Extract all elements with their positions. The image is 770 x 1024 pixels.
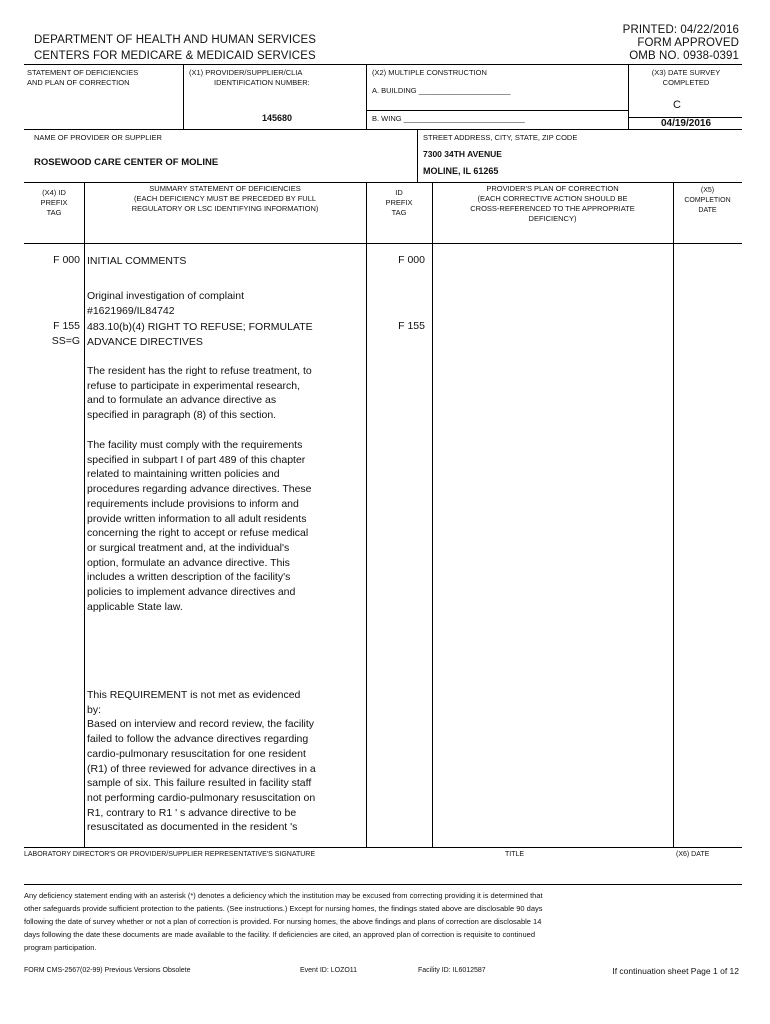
tag-f155-left: F 155 [53, 320, 80, 332]
page-indicator: If continuation sheet Page 1 of 12 [612, 966, 739, 976]
address-line-1: 7300 34TH AVENUE [423, 149, 502, 159]
id-header: ID PREFIX TAG [385, 188, 413, 217]
address-label: STREET ADDRESS, CITY, STATE, ZIP CODE [423, 133, 578, 142]
x4-header: (X4) ID PREFIX TAG [40, 188, 68, 217]
x2-label: (X2) MULTIPLE CONSTRUCTION [372, 68, 487, 77]
event-id: Event ID: LOZO11 [300, 967, 358, 974]
provider-id: 145680 [262, 113, 293, 123]
plan-header: PROVIDER'S PLAN OF CORRECTION (EACH CORRECTIVE ACTION SHOULD BE CROSS-REFERENCED TO THE APPROPRIATE DEFICIENCY) [470, 184, 635, 223]
summary-header: SUMMARY STATEMENT OF DEFICIENCIES (EACH DEFICIENCY MUST BE PRECEDED BY FULL REGULATORY OR LSC IDENTIFYING INFORMATION) [131, 184, 319, 213]
building-field: A. BUILDING ______________________ [372, 86, 511, 95]
tag-f155-right: F 155 [398, 320, 425, 332]
form-approved: FORM APPROVED [637, 37, 739, 49]
address-line-2: MOLINE, IL 61265 [423, 166, 499, 176]
omb-number: OMB NO. 0938-0391 [629, 50, 739, 62]
x3-label: (X3) DATE SURVEY COMPLETED [651, 68, 721, 87]
paragraph-requirements: The facility must comply with the requirements specified in subpart I of part 489 of this chapter related to maintaining written policies and procedures regarding advance directives. These requirements include provisions to inform and provide written information to all adult residents concerning the right to accept or refuse medical or surgical treatment and, at the individual's option, formulate an advance directive. This includes a written description of the facility's policies to implement advance directives and applicable State law. [87, 439, 312, 613]
provider-label: NAME OF PROVIDER OR SUPPLIER [34, 133, 162, 142]
signature-label: LABORATORY DIRECTOR'S OR PROVIDER/SUPPLIER REPRESENTATIVE'S SIGNATURE [24, 851, 316, 858]
centers-title: CENTERS FOR MEDICARE & MEDICAID SERVICES [34, 50, 316, 62]
paragraph-right-to-refuse: The resident has the right to refuse treatment, to refuse to participate in experimental research, and to formulate an advance directive as specified in paragraph (8) of this section. [87, 365, 312, 422]
survey-code: C [673, 99, 681, 111]
x1-label: (X1) PROVIDER/SUPPLIER/CLIA IDENTIFICATION NUMBER: [189, 68, 310, 87]
printed-date: PRINTED: 04/22/2016 [622, 24, 739, 36]
statement-label: STATEMENT OF DEFICIENCIES AND PLAN OF CORRECTION [27, 68, 139, 87]
original-investigation: Original investigation of complaint #1621969/IL84742 [87, 290, 244, 317]
facility-id: Facility ID: IL6012587 [418, 967, 486, 974]
f155-heading: 483.10(b)(4) RIGHT TO REFUSE; FORMULATE ADVANCE DIRECTIVES [87, 321, 313, 348]
paragraph-findings: This REQUIREMENT is not met as evidenced by: Based on interview and record review, the facility failed to follow the advance directives regarding cardio-pulmonary resuscitation for one resident (R1) of three reviewed for advance directives in a sample of six. This failure resulted in facility staff not performing cardio-pulmonary resuscitation on R1, contrary to R1 ' s advance directive to be resuscitated as documented in the resident 's [87, 689, 316, 834]
tag-f000-left: F 000 [53, 254, 80, 266]
date-label: (X6) DATE [676, 851, 710, 858]
initial-comments: INITIAL COMMENTS [87, 255, 187, 267]
tag-f000-right: F 000 [398, 254, 425, 266]
title-label: TITLE [505, 851, 525, 858]
x5-header: (X5) COMPLETION DATE [684, 187, 731, 214]
wing-field: B. WING _____________________________ [372, 114, 525, 123]
form-number: FORM CMS-2567(02-99) Previous Versions Obsolete [24, 967, 191, 974]
survey-date: 04/19/2016 [660, 118, 712, 129]
disclaimer-text: Any deficiency statement ending with an asterisk (*) denotes a deficiency which the institution may be excused from correcting providing it is determined that other safeguards provide sufficient protection to the patients. (See instructions.) Except for nursing homes, the findings stated above are disclosable 90 days following the date of survey whether or not a plan of correction is provided. For nursing homes, the above findings and plans of correction are disclosable 14 days following the date these documents are made available to the facility. If deficiencies are cited, an approved plan of correction is requisite to continued program participation. [24, 891, 543, 952]
department-title: DEPARTMENT OF HEALTH AND HUMAN SERVICES [34, 34, 317, 46]
severity-tag: SS=G [51, 335, 80, 347]
provider-name: ROSEWOOD CARE CENTER OF MOLINE [34, 157, 219, 168]
